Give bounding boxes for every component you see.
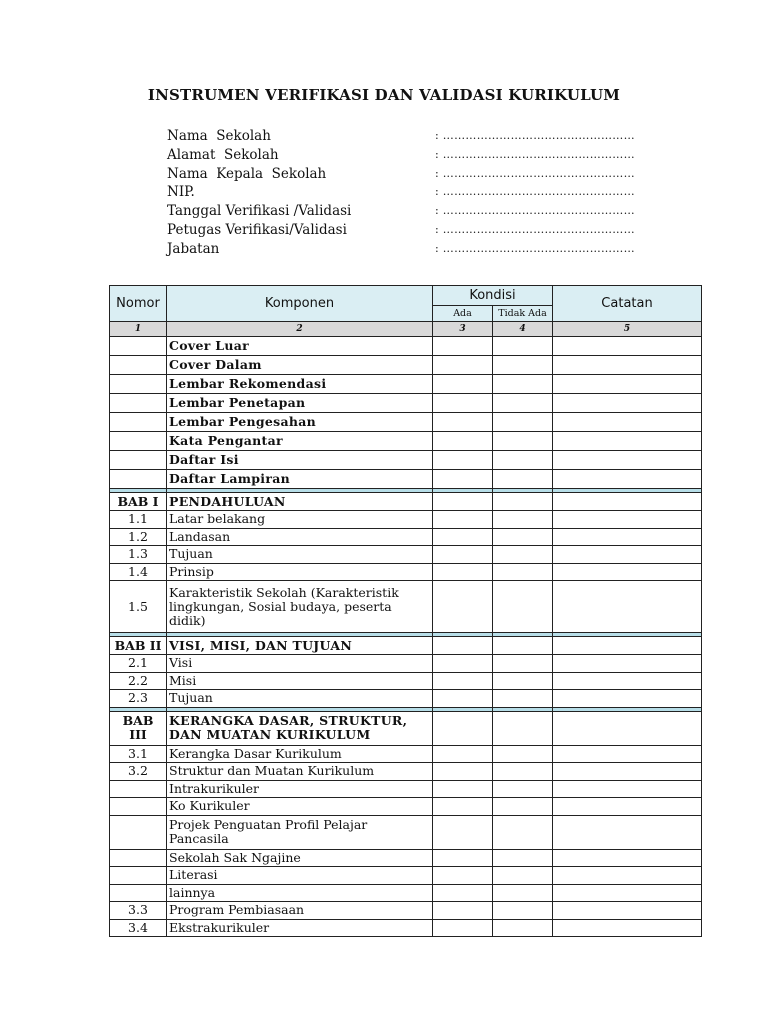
cell-catatan[interactable] (553, 394, 702, 413)
info-value: : …………………………………………… (435, 185, 635, 199)
info-label: Nama Kepala Sekolah (167, 165, 327, 182)
cell-ada[interactable] (433, 563, 493, 581)
cell-catatan[interactable] (553, 432, 702, 451)
cell-komponen: Program Pembiasaan (167, 902, 433, 920)
cell-komponen: Lembar Pengesahan (167, 413, 433, 432)
cell-bab-nomor: BAB II (110, 637, 167, 655)
info-value: : …………………………………………… (435, 222, 635, 236)
cell-komponen: Cover Dalam (167, 356, 433, 375)
cell-ada[interactable] (433, 798, 493, 816)
cell-tidak-ada[interactable] (493, 711, 553, 745)
cell-nomor (110, 451, 167, 470)
header-kondisi: Kondisi (433, 286, 553, 306)
cell-tidak-ada[interactable] (493, 884, 553, 902)
cell-tidak-ada[interactable] (493, 451, 553, 470)
cell-nomor: 1.1 (110, 511, 167, 529)
cell-nomor (110, 356, 167, 375)
cell-ada[interactable] (433, 711, 493, 745)
info-value: : …………………………………………… (435, 204, 635, 218)
cell-nomor: 1.5 (110, 581, 167, 633)
cell-catatan[interactable] (553, 451, 702, 470)
header-ada: Ada (433, 306, 493, 322)
cell-ada[interactable] (433, 815, 493, 849)
cell-komponen: Daftar Lampiran (167, 470, 433, 489)
cell-nomor (110, 867, 167, 885)
table-row (110, 432, 702, 451)
table-row (110, 849, 702, 867)
cell-bab-nomor: BAB I (110, 493, 167, 511)
table-row (110, 867, 702, 885)
cell-nomor (110, 798, 167, 816)
table-row (110, 451, 702, 470)
cell-komponen: Tujuan (167, 546, 433, 564)
header-nomor: Nomor (110, 286, 167, 322)
info-label: Jabatan (167, 240, 220, 257)
table-row (110, 356, 702, 375)
cell-bab-nomor: BAB III (110, 711, 167, 745)
info-label: Nama Sekolah (167, 128, 271, 144)
cell-nomor: 3.2 (110, 763, 167, 781)
table-row (110, 690, 702, 708)
cell-komponen: Kerangka Dasar Kurikulum (167, 745, 433, 763)
table-row (110, 919, 702, 937)
cell-tidak-ada[interactable] (493, 394, 553, 413)
cell-tidak-ada[interactable] (493, 655, 553, 673)
cell-catatan[interactable] (553, 672, 702, 690)
table-row (110, 745, 702, 763)
cell-komponen: Cover Luar (167, 337, 433, 356)
cell-catatan[interactable] (553, 780, 702, 798)
cell-tidak-ada[interactable] (493, 919, 553, 937)
info-value: : …………………………………………… (435, 241, 635, 255)
cell-nomor (110, 337, 167, 356)
table-row (110, 563, 702, 581)
cell-nomor (110, 884, 167, 902)
col-number: 3 (433, 322, 493, 337)
cell-nomor: 2.3 (110, 690, 167, 708)
cell-ada[interactable] (433, 884, 493, 902)
table-row (110, 394, 702, 413)
cell-tidak-ada[interactable] (493, 798, 553, 816)
info-value: : …………………………………………… (435, 147, 635, 161)
col-number: 1 (110, 322, 167, 337)
cell-catatan[interactable] (553, 919, 702, 937)
cell-komponen: Sekolah Sak Ngajine (167, 849, 433, 867)
info-label: NIP. (167, 184, 195, 201)
column-number-row (110, 322, 702, 337)
cell-ada[interactable] (433, 581, 493, 633)
cell-ada[interactable] (433, 432, 493, 451)
cell-nomor (110, 470, 167, 489)
cell-ada[interactable] (433, 690, 493, 708)
cell-tidak-ada[interactable] (493, 581, 553, 633)
cell-komponen: lainnya (167, 884, 433, 902)
header-tidak-ada: Tidak Ada (493, 306, 553, 322)
cell-catatan[interactable] (553, 745, 702, 763)
verification-table (109, 285, 702, 937)
info-row-nama-kepala-sekolah (167, 165, 687, 184)
cell-catatan[interactable] (553, 581, 702, 633)
info-value: : …………………………………………… (435, 166, 635, 180)
table-row (110, 780, 702, 798)
cell-komponen: Ekstrakurikuler (167, 919, 433, 937)
cell-catatan[interactable] (553, 711, 702, 745)
cell-tidak-ada[interactable] (493, 815, 553, 849)
cell-nomor (110, 780, 167, 798)
cell-tidak-ada[interactable] (493, 493, 553, 511)
col-number: 5 (553, 322, 702, 337)
cell-catatan[interactable] (553, 546, 702, 564)
cell-komponen: Projek Penguatan Profil Pelajar Pancasila (167, 815, 433, 849)
cell-komponen: Kata Pengantar (167, 432, 433, 451)
cell-nomor: 2.2 (110, 672, 167, 690)
cell-ada[interactable] (433, 849, 493, 867)
cell-komponen: Prinsip (167, 563, 433, 581)
table-row (110, 815, 702, 849)
table-row (110, 902, 702, 920)
cell-ada[interactable] (433, 763, 493, 781)
section-header-row (110, 493, 702, 511)
cell-komponen: Tujuan (167, 690, 433, 708)
cell-ada[interactable] (433, 655, 493, 673)
table-row (110, 884, 702, 902)
table-row (110, 763, 702, 781)
cell-nomor: 2.1 (110, 655, 167, 673)
cell-bab-title: KERANGKA DASAR, STRUKTUR, DAN MUATAN KURIKULUM (167, 711, 433, 745)
document-title: INSTRUMEN VERIFIKASI DAN VALIDASI KURIKULUM (147, 86, 621, 104)
table-row (110, 511, 702, 529)
cell-ada[interactable] (433, 546, 493, 564)
cell-catatan[interactable] (553, 493, 702, 511)
cell-ada[interactable] (433, 528, 493, 546)
cell-ada[interactable] (433, 413, 493, 432)
cell-tidak-ada[interactable] (493, 356, 553, 375)
cell-catatan[interactable] (553, 798, 702, 816)
cell-tidak-ada[interactable] (493, 763, 553, 781)
cell-komponen: Misi (167, 672, 433, 690)
cell-tidak-ada[interactable] (493, 511, 553, 529)
cell-komponen: Lembar Rekomendasi (167, 375, 433, 394)
cell-tidak-ada[interactable] (493, 867, 553, 885)
cell-tidak-ada[interactable] (493, 690, 553, 708)
cell-tidak-ada[interactable] (493, 413, 553, 432)
cell-catatan[interactable] (553, 470, 702, 489)
info-label: Tanggal Verifikasi /Validasi (167, 203, 352, 220)
cell-nomor (110, 394, 167, 413)
table-row (110, 470, 702, 489)
cell-komponen: Lembar Penetapan (167, 394, 433, 413)
cell-catatan[interactable] (553, 867, 702, 885)
cell-catatan[interactable] (553, 655, 702, 673)
cell-bab-title: PENDAHULUAN (167, 493, 433, 511)
cell-ada[interactable] (433, 375, 493, 394)
cell-ada[interactable] (433, 451, 493, 470)
cell-tidak-ada[interactable] (493, 745, 553, 763)
cell-ada[interactable] (433, 867, 493, 885)
col-number: 2 (167, 322, 433, 337)
cell-nomor: 3.4 (110, 919, 167, 937)
cell-catatan[interactable] (553, 815, 702, 849)
cell-nomor: 1.3 (110, 546, 167, 564)
cell-ada[interactable] (433, 394, 493, 413)
info-row-tanggal (167, 202, 687, 221)
table-row (110, 672, 702, 690)
cell-nomor: 1.2 (110, 528, 167, 546)
cell-tidak-ada[interactable] (493, 337, 553, 356)
cell-catatan[interactable] (553, 902, 702, 920)
cell-komponen: Visi (167, 655, 433, 673)
cell-tidak-ada[interactable] (493, 470, 553, 489)
cell-ada[interactable] (433, 637, 493, 655)
cell-ada[interactable] (433, 919, 493, 937)
table-row (110, 337, 702, 356)
cell-tidak-ada[interactable] (493, 849, 553, 867)
cell-nomor (110, 375, 167, 394)
info-row-petugas (167, 221, 687, 240)
cell-nomor: 1.4 (110, 563, 167, 581)
cell-catatan[interactable] (553, 884, 702, 902)
cell-nomor (110, 849, 167, 867)
header-row (110, 286, 702, 306)
cell-nomor: 3.3 (110, 902, 167, 920)
cell-komponen: Landasan (167, 528, 433, 546)
cell-catatan[interactable] (553, 849, 702, 867)
section-header-row (110, 711, 702, 745)
cell-catatan[interactable] (553, 528, 702, 546)
cell-nomor (110, 432, 167, 451)
info-value: : …………………………………………… (435, 129, 635, 142)
cell-catatan[interactable] (553, 763, 702, 781)
cell-komponen: Karakteristik Sekolah (Karakteristik lingkungan, Sosial budaya, peserta didik) (167, 581, 433, 633)
cell-komponen: Literasi (167, 867, 433, 885)
cell-ada[interactable] (433, 745, 493, 763)
table-row (110, 413, 702, 432)
cell-catatan[interactable] (553, 690, 702, 708)
header-komponen: Komponen (167, 286, 433, 322)
info-row-nama-sekolah (167, 127, 687, 146)
cell-komponen: Ko Kurikuler (167, 798, 433, 816)
table-row (110, 581, 702, 633)
cell-tidak-ada[interactable] (493, 375, 553, 394)
info-row-alamat-sekolah (167, 146, 687, 165)
cell-tidak-ada[interactable] (493, 902, 553, 920)
table-row (110, 375, 702, 394)
cell-nomor (110, 815, 167, 849)
cell-komponen: Struktur dan Muatan Kurikulum (167, 763, 433, 781)
cell-ada[interactable] (433, 337, 493, 356)
info-row-jabatan (167, 240, 687, 259)
cell-catatan[interactable] (553, 375, 702, 394)
info-label: Petugas Verifikasi/Validasi (167, 221, 347, 238)
info-row-nip (167, 183, 687, 202)
table-row (110, 798, 702, 816)
cell-tidak-ada[interactable] (493, 432, 553, 451)
cell-tidak-ada[interactable] (493, 563, 553, 581)
cell-komponen: Latar belakang (167, 511, 433, 529)
col-number: 4 (493, 322, 553, 337)
cell-komponen: Intrakurikuler (167, 780, 433, 798)
cell-tidak-ada[interactable] (493, 637, 553, 655)
header-catatan: Catatan (553, 286, 702, 322)
cell-bab-title: VISI, MISI, DAN TUJUAN (167, 637, 433, 655)
cell-catatan[interactable] (553, 356, 702, 375)
table-row (110, 546, 702, 564)
cell-tidak-ada[interactable] (493, 546, 553, 564)
table-row (110, 528, 702, 546)
cell-ada[interactable] (433, 356, 493, 375)
school-info-block (167, 127, 687, 259)
cell-komponen: Daftar Isi (167, 451, 433, 470)
cell-ada[interactable] (433, 493, 493, 511)
cell-catatan[interactable] (553, 563, 702, 581)
cell-catatan[interactable] (553, 637, 702, 655)
table-row (110, 655, 702, 673)
cell-ada[interactable] (433, 672, 493, 690)
cell-catatan[interactable] (553, 413, 702, 432)
cell-ada[interactable] (433, 511, 493, 529)
cell-tidak-ada[interactable] (493, 528, 553, 546)
cell-nomor: 3.1 (110, 745, 167, 763)
section-header-row (110, 637, 702, 655)
cell-tidak-ada[interactable] (493, 780, 553, 798)
cell-ada[interactable] (433, 902, 493, 920)
cell-tidak-ada[interactable] (493, 672, 553, 690)
info-label: Alamat Sekolah (167, 146, 279, 163)
cell-ada[interactable] (433, 470, 493, 489)
cell-catatan[interactable] (553, 337, 702, 356)
cell-nomor (110, 413, 167, 432)
cell-ada[interactable] (433, 780, 493, 798)
cell-catatan[interactable] (553, 511, 702, 529)
